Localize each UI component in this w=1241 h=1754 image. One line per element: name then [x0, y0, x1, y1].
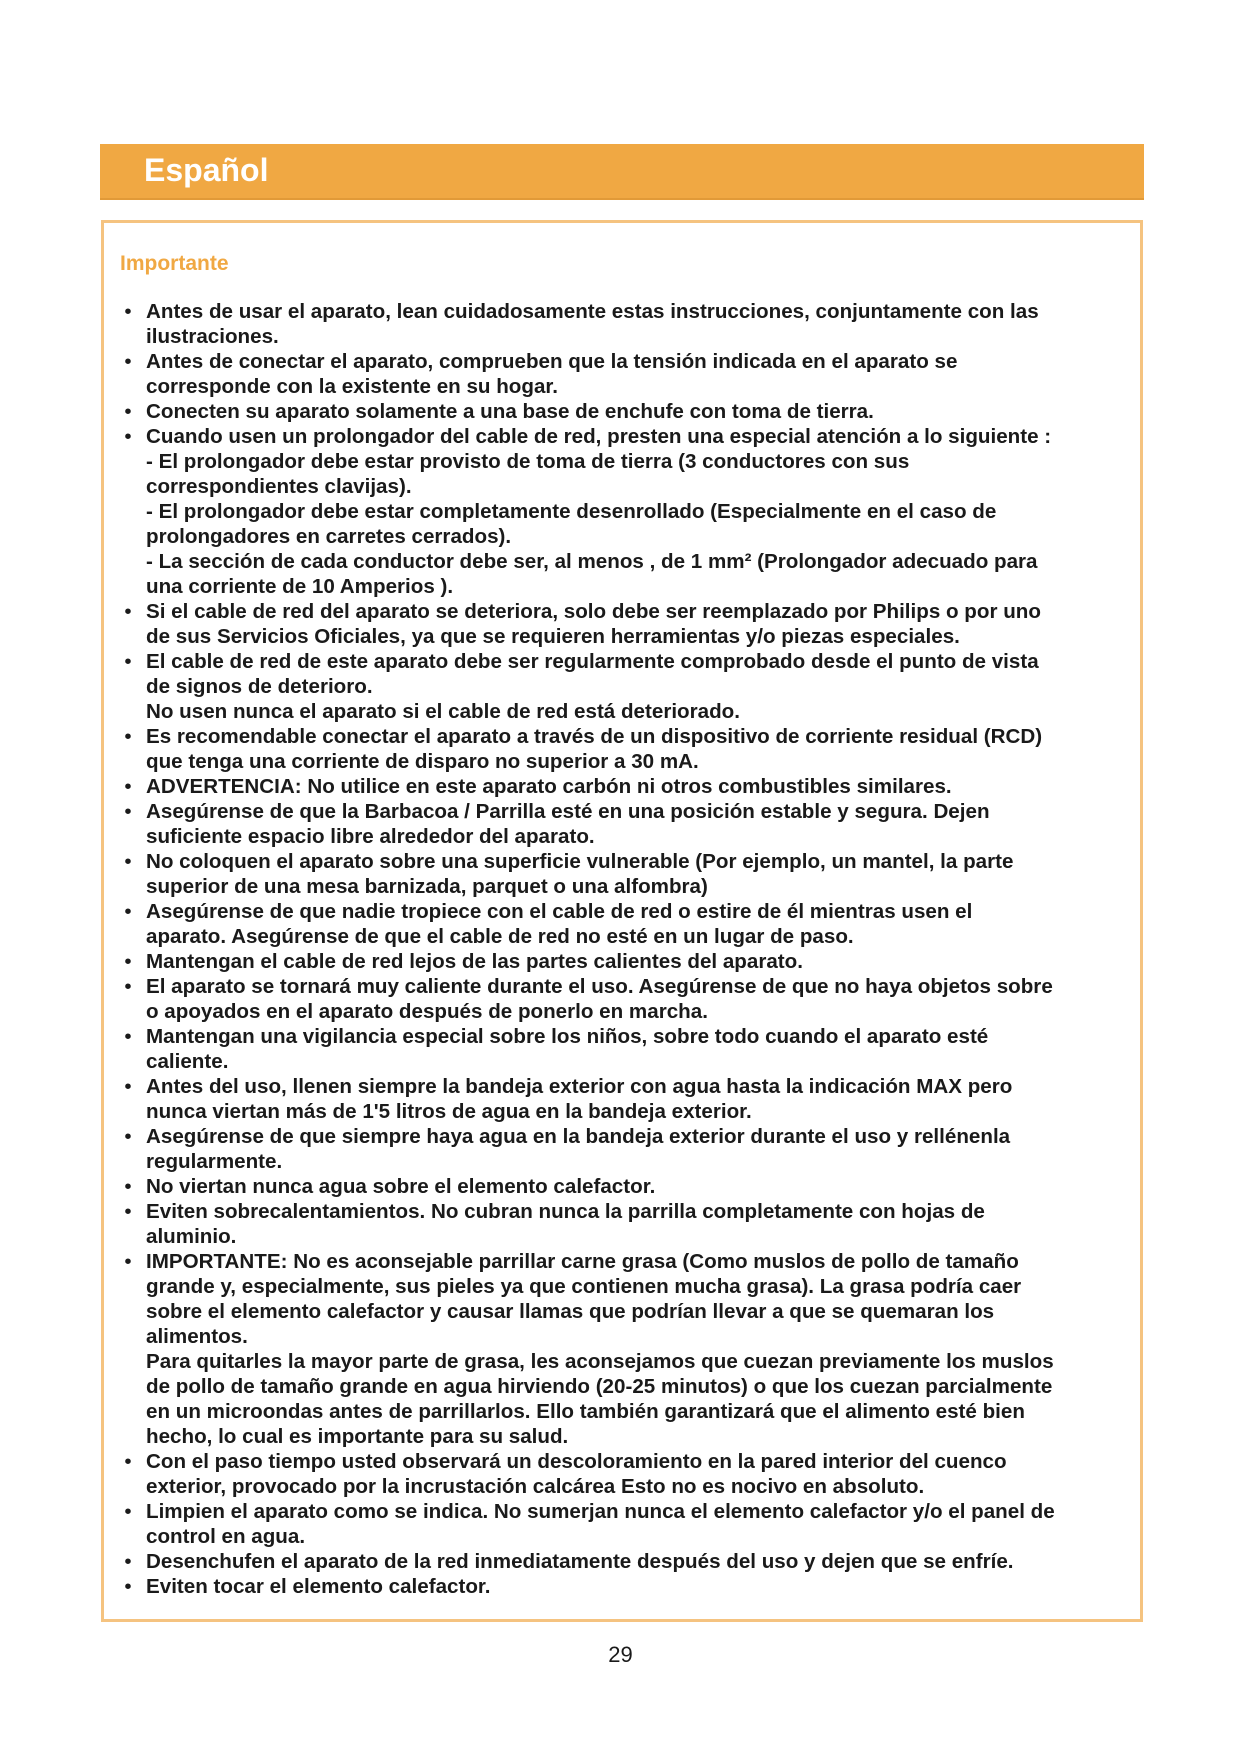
list-item-text: Limpien el aparato como se indica. No sumerjan nunca el elemento calefactor y/o el panel de control en agua.: [146, 1500, 1055, 1548]
instruction-list: [118, 299, 1138, 1599]
bullet-icon: •: [124, 1125, 132, 1148]
bullet-icon: •: [124, 1550, 132, 1573]
bullet-icon: •: [124, 900, 132, 923]
list-item: [118, 1449, 1138, 1499]
list-item-text: Mantengan una vigilancia especial sobre los niños, sobre todo cuando el aparato esté caliente.: [146, 1025, 989, 1073]
list-item-text: Eviten sobrecalentamientos. No cubran nunca la parrilla completamente con hojas de aluminio.: [146, 1200, 985, 1248]
list-item: [118, 349, 1138, 399]
bullet-icon: •: [124, 950, 132, 973]
bullet-icon: •: [124, 425, 132, 448]
list-item-text: ADVERTENCIA: No utilice en este aparato carbón ni otros combustibles similares.: [146, 775, 952, 798]
bullet-icon: •: [124, 1175, 132, 1198]
list-item: [118, 774, 1138, 799]
list-item-text: Cuando usen un prolongador del cable de red, presten una especial atención a lo siguiente : - El prolongador debe estar provisto de toma de tierra (3 conductores con sus correspondientes clavijas). - El prolongador debe estar completamente desenrollado (Especialmente en el caso de prolongadores en carretes cerrados). - La sección de cada conductor debe ser, al menos , de 1 mm² (Prolongador adecuado para una corriente de 10 Amperios ).: [146, 425, 1052, 598]
list-item: [118, 1549, 1138, 1574]
list-item-text: Asegúrense de que nadie tropiece con el cable de red o estire de él mientras usen el aparato. Asegúrense de que el cable de red no esté en un lugar de paso.: [146, 900, 973, 948]
safety-instructions-box: [101, 220, 1143, 1622]
list-item-text: Eviten tocar el elemento calefactor.: [146, 1575, 491, 1598]
list-item: [118, 1199, 1138, 1249]
bullet-icon: •: [124, 1450, 132, 1473]
list-item: [118, 724, 1138, 774]
bullet-icon: •: [124, 1075, 132, 1098]
language-title: Español: [144, 152, 269, 188]
list-item-text: IMPORTANTE: No es aconsejable parrillar carne grasa (Como muslos de pollo de tamaño grande y, especialmente, sus pieles ya que contienen mucha grasa). La grasa podría caer sobre el elemento calefactor y causar llamas que podrían llevar a que se quemaran los alimentos. Para quitarles la mayor parte de grasa, les aconsejamos que cuezan previamente los muslos de pollo de tamaño grande en agua hirviendo (20-25 minutos) o que los cuezan parcialmente en un microondas antes de parrillarlos. Ello también garantizará que el alimento esté bien hecho, lo cual es importante para su salud.: [146, 1250, 1054, 1448]
list-item: [118, 1574, 1138, 1599]
bullet-icon: •: [124, 1575, 132, 1598]
bullet-icon: •: [124, 350, 132, 373]
list-item: [118, 949, 1138, 974]
list-item: [118, 424, 1138, 599]
bullet-icon: •: [124, 1200, 132, 1223]
list-item-text: No coloquen el aparato sobre una superficie vulnerable (Por ejemplo, un mantel, la parte superior de una mesa barnizada, parquet o una alfombra): [146, 850, 1014, 898]
list-item-text: Mantengan el cable de red lejos de las partes calientes del aparato.: [146, 950, 803, 973]
bullet-icon: •: [124, 725, 132, 748]
list-item-text: El cable de red de este aparato debe ser regularmente comprobado desde el punto de vista de signos de deterioro. No usen nunca el aparato si el cable de red está deteriorado.: [146, 650, 1039, 723]
bullet-icon: •: [124, 850, 132, 873]
section-heading: Importante: [120, 252, 229, 275]
list-item: [118, 974, 1138, 1024]
bullet-icon: •: [124, 975, 132, 998]
list-item: [118, 399, 1138, 424]
list-item: [118, 1249, 1138, 1449]
bullet-icon: •: [124, 1500, 132, 1523]
bullet-icon: •: [124, 1025, 132, 1048]
list-item: [118, 1499, 1138, 1549]
list-item: [118, 599, 1138, 649]
list-item: [118, 1124, 1138, 1174]
bullet-icon: •: [124, 600, 132, 623]
bullet-icon: •: [124, 775, 132, 798]
page-number: 29: [608, 1642, 633, 1667]
bullet-icon: •: [124, 1250, 132, 1273]
list-item: [118, 299, 1138, 349]
list-item-text: Asegúrense de que siempre haya agua en la bandeja exterior durante el uso y rellénenla regularmente.: [146, 1125, 1011, 1173]
bullet-icon: •: [124, 800, 132, 823]
list-item-text: Con el paso tiempo usted observará un descoloramiento en la pared interior del cuenco exterior, provocado por la incrustación calcárea Esto no es nocivo en absoluto.: [146, 1450, 1007, 1498]
list-item-text: El aparato se tornará muy caliente durante el uso. Asegúrense de que no haya objetos sobre o apoyados en el aparato después de ponerlo en marcha.: [146, 975, 1053, 1023]
list-item-text: Si el cable de red del aparato se deteriora, solo debe ser reemplazado por Philips o por uno de sus Servicios Oficiales, ya que se requieren herramientas y/o piezas especiales.: [146, 600, 1041, 648]
list-item: [118, 649, 1138, 724]
bullet-icon: •: [124, 300, 132, 323]
list-item-text: Antes del uso, llenen siempre la bandeja exterior con agua hasta la indicación MAX pero nunca viertan más de 1'5 litros de agua en la bandeja exterior.: [146, 1075, 1013, 1123]
list-item: [118, 1024, 1138, 1074]
list-item: [118, 799, 1138, 849]
list-item-text: Es recomendable conectar el aparato a través de un dispositivo de corriente residual (RCD) que tenga una corriente de disparo no superior a 30 mA.: [146, 725, 1043, 773]
list-item-text: Antes de conectar el aparato, comprueben que la tensión indicada en el aparato se corresponde con la existente en su hogar.: [146, 350, 958, 398]
language-banner: [100, 144, 1144, 198]
list-item: [118, 849, 1138, 899]
list-item-text: Desenchufen el aparato de la red inmediatamente después del uso y dejen que se enfríe.: [146, 1550, 1014, 1573]
list-item-text: No viertan nunca agua sobre el elemento calefactor.: [146, 1175, 656, 1198]
bullet-icon: •: [124, 650, 132, 673]
list-item-text: Conecten su aparato solamente a una base de enchufe con toma de tierra.: [146, 400, 874, 423]
list-item-text: Asegúrense de que la Barbacoa / Parrilla esté en una posición estable y segura. Dejen suficiente espacio libre alrededor del aparato.: [146, 800, 990, 848]
list-item: [118, 899, 1138, 949]
list-item: [118, 1074, 1138, 1124]
bullet-icon: •: [124, 400, 132, 423]
list-item: [118, 1174, 1138, 1199]
list-item-text: Antes de usar el aparato, lean cuidadosamente estas instrucciones, conjuntamente con las ilustraciones.: [146, 300, 1039, 348]
